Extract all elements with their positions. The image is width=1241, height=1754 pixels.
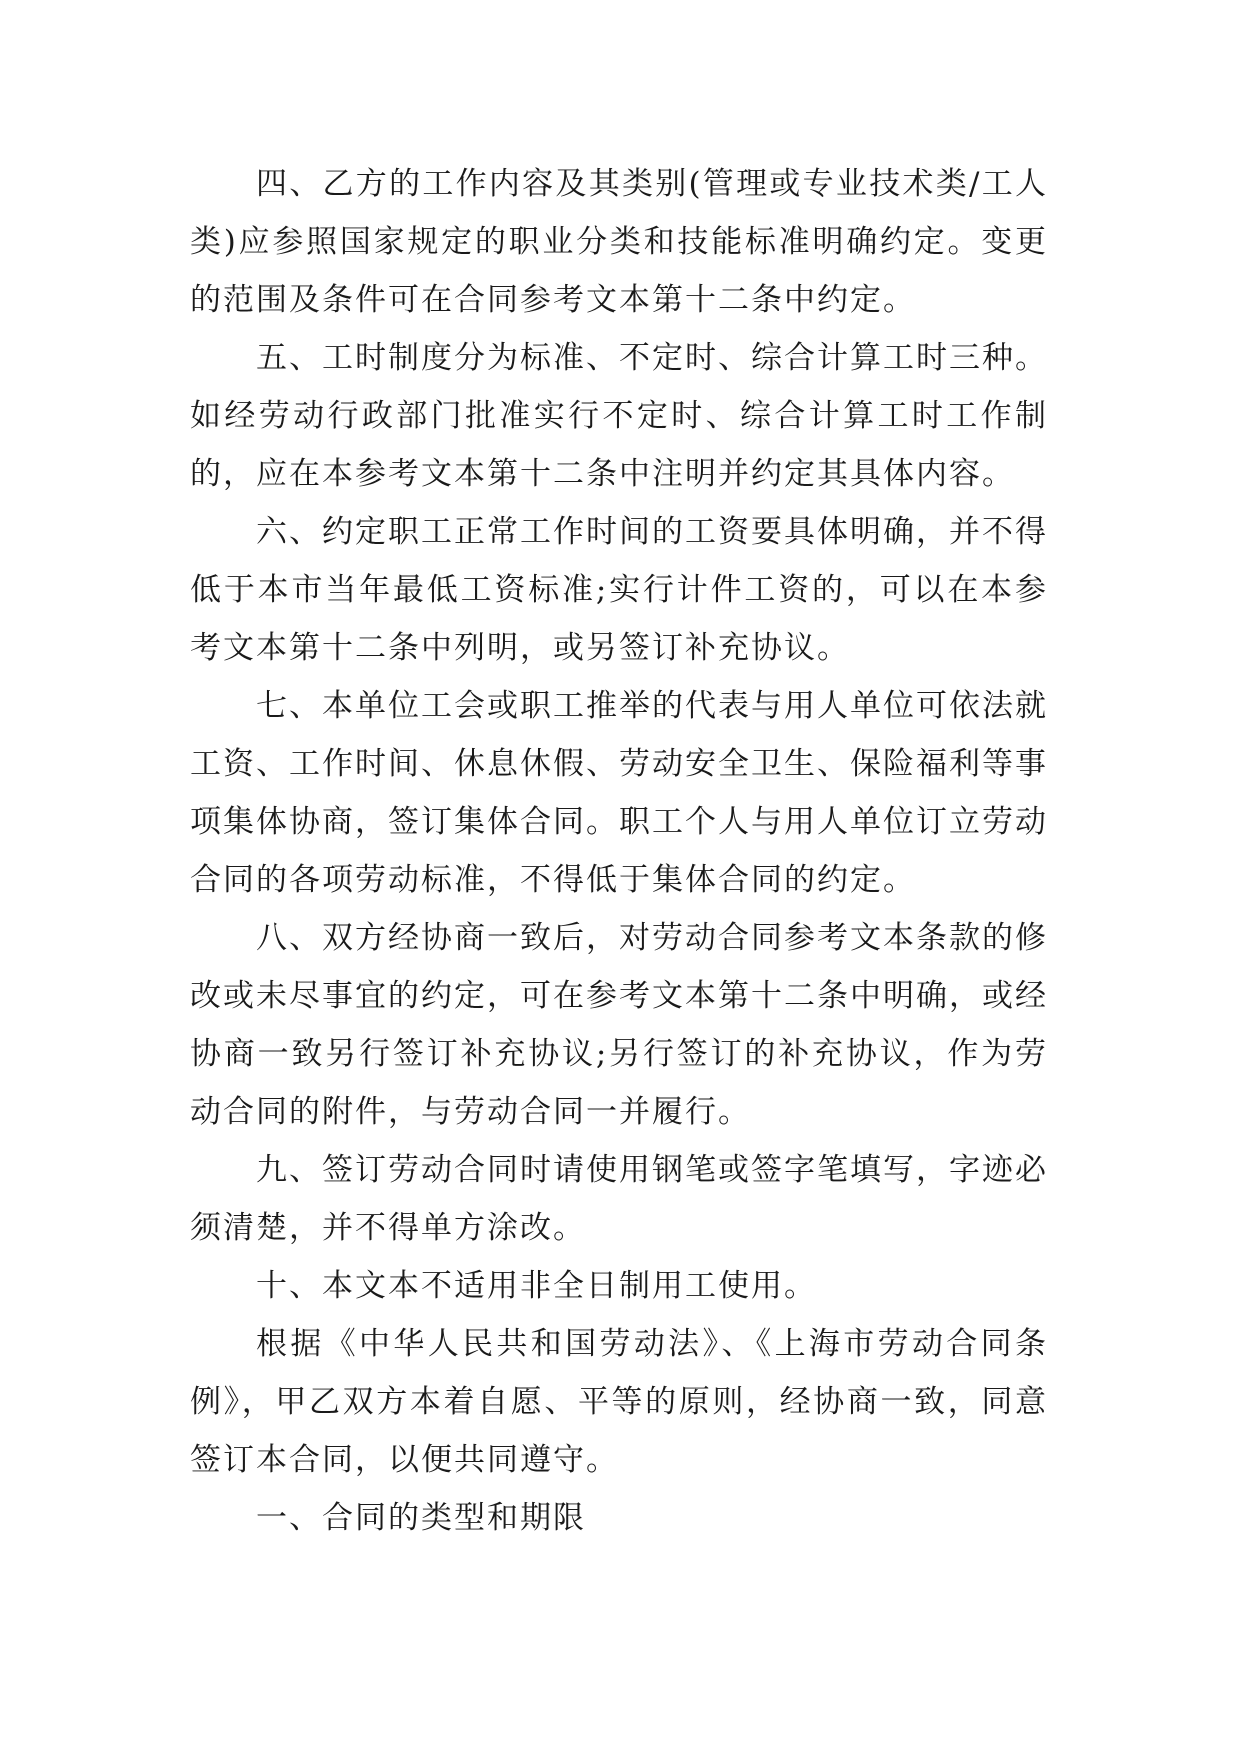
- paragraph-item-9: 九、签订劳动合同时请使用钢笔或签字笔填写，字迹必须清楚，并不得单方涂改。: [190, 1152, 1048, 1246]
- paragraph-item-5: 五、工时制度分为标准、不定时、综合计算工时三种。如经劳动行政部门批准实行不定时、综合计算工时工作制的，应在本参考文本第十二条中注明并约定其具体内容。: [190, 340, 1048, 492]
- paragraph-item-10: 十、本文本不适用非全日制用工使用。: [256, 1268, 817, 1304]
- paragraph-item-7: 七、本单位工会或职工推举的代表与用人单位可依法就工资、工作时间、休息休假、劳动安全卫生、保险福利等事项集体协商，签订集体合同。职工个人与用人单位订立劳动合同的各项劳动标准，不得低于集体合同的约定。: [190, 688, 1048, 898]
- section-heading-contract-type: 一、合同的类型和期限: [256, 1500, 586, 1536]
- document-body: [190, 155, 1048, 1547]
- paragraph-item-4: 四、乙方的工作内容及其类别(管理或专业技术类/工人类)应参照国家规定的职业分类和技能标准明确约定。变更的范围及条件可在合同参考文本第十二条中约定。: [190, 166, 1048, 318]
- paragraph-item-6: 六、约定职工正常工作时间的工资要具体明确，并不得低于本市当年最低工资标准;实行计件工资的，可以在本参考文本第十二条中列明，或另签订补充协议。: [190, 514, 1048, 666]
- paragraph-item-8: 八、双方经协商一致后，对劳动合同参考文本条款的修改或未尽事宜的约定，可在参考文本第十二条中明确，或经协商一致另行签订补充协议;另行签订的补充协议，作为劳动合同的附件，与劳动合同一并履行。: [190, 920, 1048, 1130]
- preamble-paragraph: 根据《中华人民共和国劳动法》、《上海市劳动合同条例》，甲乙双方本着自愿、平等的原则，经协商一致，同意签订本合同，以便共同遵守。: [190, 1326, 1048, 1478]
